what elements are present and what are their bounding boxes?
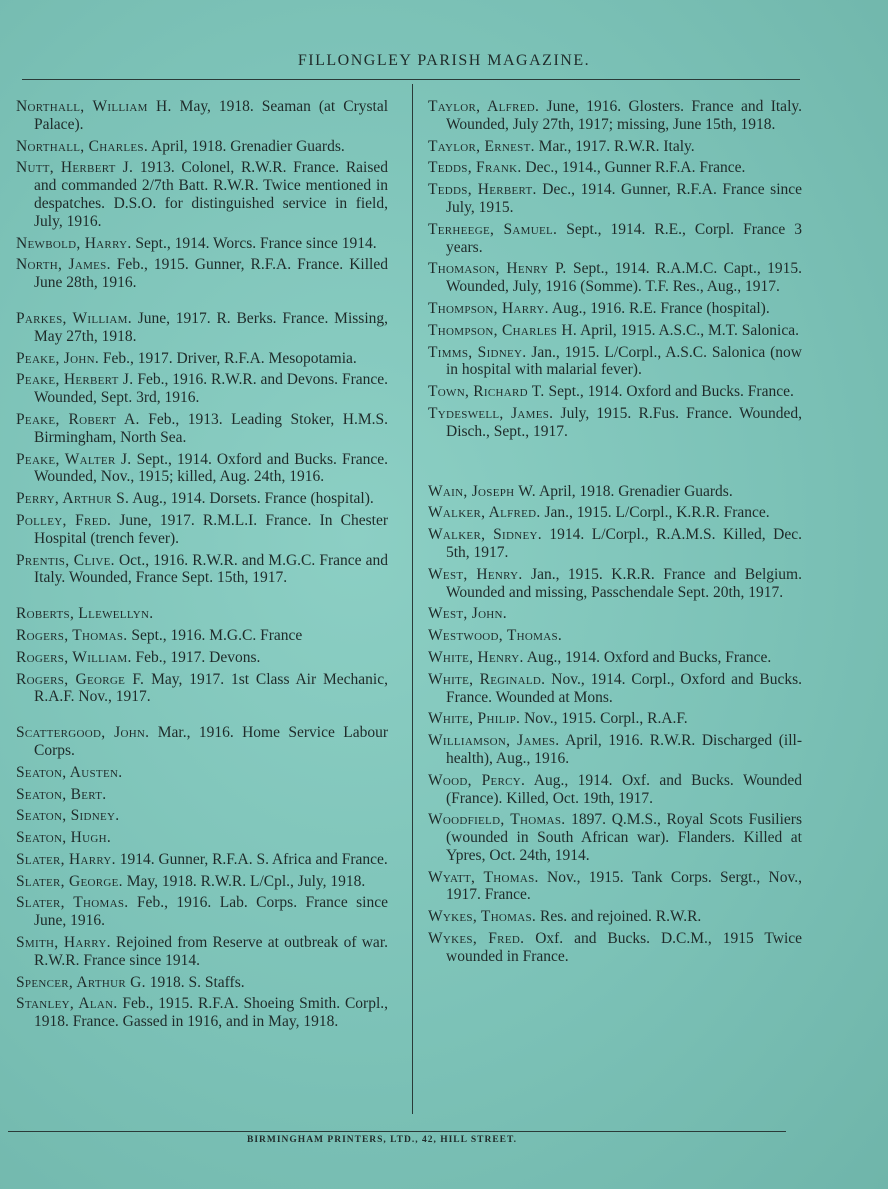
entry-details: Feb., 1915. R.F.A. Shoeing Smith. Corpl., 1918. France. Gassed in 1916, and in May, 1918. <box>34 995 389 1031</box>
entry-details: April, 1918. Grenadier Guards. <box>539 482 733 500</box>
entry-name: Nutt, Herbert J. <box>16 159 134 177</box>
entry-name: Rogers, Thomas. <box>16 626 128 644</box>
entry-details: Sept., 1914. Oxford and Bucks. France. <box>548 383 794 401</box>
roll-entry <box>428 98 802 134</box>
entry-name: Thompson, Harry. <box>428 299 549 317</box>
roll-entry <box>428 221 802 257</box>
entry-name: Timms, Sidney. <box>428 343 527 361</box>
entry-details: Sept., 1914. R.E., Corpl. France 3 years. <box>446 220 803 256</box>
entry-name: Northall, Charles. <box>16 137 149 155</box>
roll-entry <box>16 605 388 623</box>
entry-name: Taylor, Alfred. <box>428 98 540 115</box>
roll-entry <box>428 300 802 318</box>
entry-name: Walker, Sidney. <box>428 526 542 544</box>
section-gap <box>16 296 388 310</box>
entry-name: Tydeswell, James. <box>428 404 554 422</box>
entry-details: Feb., 1917. Devons. <box>135 648 261 666</box>
entry-details: Nov., 1915. Corpl., R.A.F. <box>524 710 688 728</box>
roll-entry <box>16 764 388 782</box>
roll-entry <box>428 732 802 768</box>
roll-entry <box>428 138 802 156</box>
entry-details: Aug., 1916. R.E. France (hospital). <box>551 299 770 317</box>
entry-details: Jan., 1915. L/Corpl., K.R.R. France. <box>544 504 770 522</box>
entry-details: Sept., 1916. M.G.C. France <box>131 626 303 644</box>
entry-name: Terheege, Samuel. <box>428 220 558 238</box>
entry-name: North, James. <box>16 256 111 274</box>
roll-entry <box>16 451 388 487</box>
roll-entry <box>16 411 388 447</box>
roll-entry <box>428 159 802 177</box>
roll-entry <box>16 786 388 804</box>
entry-name: Wain, Joseph W. <box>428 482 536 500</box>
entry-name: Slater, George. <box>16 872 123 890</box>
entry-name: Rogers, George F. <box>16 670 145 688</box>
roll-entry <box>428 504 802 522</box>
entry-details: Dec., 1914., Gunner R.F.A. France. <box>525 159 746 177</box>
entry-name: Spencer, Arthur G. <box>16 973 146 991</box>
entry-name: Walker, Alfred. <box>428 504 541 522</box>
entry-details: Feb., 1915. Gunner, R.F.A. France. Killed June 28th, 1916. <box>34 256 388 292</box>
entry-details: 1918. S. Staffs. <box>149 973 245 991</box>
entry-name: Roberts, Llewellyn. <box>16 605 154 623</box>
entry-details: Sept., 1914. R.A.M.C. Capt., 1915. Wounded, July, 1916 (Somme). T.F. Res., Aug., 1917. <box>446 260 803 296</box>
column-divider <box>412 84 413 1114</box>
entry-name: White, Henry. <box>428 648 524 666</box>
entry-details: Rejoined from Reserve at outbreak of war. R.W.R. France since 1914. <box>34 934 388 969</box>
roll-entry <box>428 869 802 905</box>
entry-name: Perry, Arthur S. <box>16 490 130 508</box>
entry-name: Woodfield, Thomas. <box>428 811 566 829</box>
roll-entry <box>16 98 388 134</box>
roll-entry <box>16 490 388 508</box>
entry-name: White, Reginald. <box>428 670 546 688</box>
entry-name: Peake, Robert A. <box>16 410 140 428</box>
entry-name: Wykes, Fred. <box>428 930 525 948</box>
entry-details: Jan., 1915. K.R.R. France and Belgium. Wounded and missing, Passchendale Sept. 20th, 1917. <box>446 565 802 601</box>
entry-details: Res. and rejoined. R.W.R. <box>539 908 702 926</box>
entry-details: Aug., 1914. Dorsets. France (hospital). <box>132 490 374 508</box>
entry-name: Prentis, Clive. <box>16 551 115 569</box>
entry-details: Mar., 1917. R.W.R. Italy. <box>538 137 695 155</box>
entry-name: West, John. <box>428 605 507 623</box>
entry-name: Tedds, Herbert. <box>428 181 537 199</box>
entry-name: Northall, William H. <box>16 98 172 115</box>
entry-name: Westwood, Thomas. <box>428 627 563 645</box>
roll-entry <box>428 344 802 380</box>
entry-name: Rogers, William. <box>16 648 132 666</box>
roll-entry <box>16 807 388 825</box>
entry-name: Seaton, Bert. <box>16 785 107 803</box>
entry-details: Nov., 1914. Corpl., Oxford and Bucks. France. Wounded at Mons. <box>446 670 802 706</box>
roll-entry <box>16 995 388 1031</box>
entry-name: Taylor, Ernest. <box>428 137 535 155</box>
entry-name: Wyatt, Thomas. <box>428 868 539 886</box>
entry-name: White, Philip. <box>428 710 521 728</box>
roll-entry <box>16 649 388 667</box>
roll-entry <box>16 552 388 588</box>
roll-entry <box>16 671 388 707</box>
entry-details: Aug., 1914. Oxf. and Bucks. Wounded (France). Killed, Oct. 19th, 1917. <box>446 771 802 807</box>
roll-entry <box>428 930 802 966</box>
roll-entry <box>16 310 388 346</box>
entry-details: 1914. Gunner, R.F.A. S. Africa and France. <box>119 850 388 868</box>
roll-entry <box>16 934 388 970</box>
section-gap <box>16 710 388 724</box>
entry-details: 1914. L/Corpl., R.A.M.S. Killed, Dec. 5th, 1917. <box>446 526 803 561</box>
entry-details: Feb., 1916. Lab. Corps. France since June, 1916. <box>34 894 388 930</box>
roll-entry <box>428 605 802 623</box>
entry-details: April, 1918. Grenadier Guards. <box>151 137 345 155</box>
left-column <box>16 98 388 1035</box>
entry-details: Nov., 1915. Tank Corps. Sergt., Nov., 1917. France. <box>446 868 802 904</box>
section-gap <box>16 591 388 605</box>
roll-entry <box>428 811 802 864</box>
entry-details: June, 1916. Glosters. France and Italy. Wounded, July 27th, 1917; missing, June 15th, 1918. <box>446 98 802 133</box>
entry-details: May, 1918. Seaman (at Crystal Palace). <box>34 98 388 133</box>
entry-name: Smith, Harry. <box>16 934 111 952</box>
entry-details: July, 1915. R.Fus. France. Wounded, Disch., Sept., 1917. <box>446 404 802 440</box>
entry-details: Feb., 1913. Leading Stoker, H.M.S. Birmingham, North Sea. <box>34 410 388 446</box>
entry-name: Seaton, Sidney. <box>16 807 120 825</box>
right-column <box>428 98 802 970</box>
entry-details: June, 1917. R.M.L.I. France. In Chester Hospital (trench fever). <box>34 511 389 547</box>
roll-entry <box>428 772 802 808</box>
entry-details: June, 1917. R. Berks. France. Missing, May 27th, 1918. <box>34 309 388 345</box>
roll-entry <box>16 627 388 645</box>
entry-name: Newbold, Harry. <box>16 234 132 252</box>
roll-entry <box>16 159 388 230</box>
entry-name: West, Henry. <box>428 565 523 583</box>
entry-name: Seaton, Austen. <box>16 763 123 781</box>
entry-details: Jan., 1915. L/Corpl., A.S.C. Salonica (now in hospital with malarial fever). <box>446 343 802 379</box>
roll-entry <box>428 627 802 645</box>
entry-name: Thomason, Henry P. <box>428 260 567 278</box>
roll-entry <box>16 974 388 992</box>
entry-name: Tedds, Frank. <box>428 159 522 177</box>
roll-entry <box>16 235 388 253</box>
roll-entry <box>16 894 388 930</box>
entry-name: Williamson, James. <box>428 732 560 750</box>
roll-entry <box>428 566 802 602</box>
section-gap <box>428 445 802 483</box>
entry-name: Scattergood, John. <box>16 724 150 742</box>
entry-details: Mar., 1916. Home Service Labour Corps. <box>34 724 389 759</box>
roll-entry <box>16 829 388 847</box>
roll-entry <box>16 256 388 292</box>
entry-details: Sept., 1914. Worcs. France since 1914. <box>135 234 377 252</box>
entry-name: Wood, Percy. <box>428 771 526 789</box>
roll-entry <box>428 181 802 217</box>
roll-entry <box>428 710 802 728</box>
entry-details: 1913. Colonel, R.W.R. France. Raised and commanded 2/7th Batt. R.W.R. Twice mentioned in despatches. D.S.O. for distinguished service in field, July, 1916. <box>34 159 389 230</box>
entry-details: Oct., 1916. R.W.R. and M.G.C. France and Italy. Wounded, France Sept. 15th, 1917. <box>34 551 388 587</box>
roll-entry <box>16 873 388 891</box>
entry-details: May, 1917. 1st Class Air Mechanic, R.A.F. Nov., 1917. <box>34 670 388 706</box>
entry-details: Sept., 1914. Oxford and Bucks. France. Wounded, Nov., 1915; killed, Aug. 24th, 1916. <box>34 450 389 486</box>
roll-entry <box>16 512 388 548</box>
page-title: FILLONGLEY PARISH MAGAZINE. <box>297 52 591 69</box>
footer-rule <box>8 1131 786 1132</box>
printer-imprint: BIRMINGHAM PRINTERS, LTD., 42, HILL STREET. <box>247 1135 517 1145</box>
entry-details: Dec., 1914. Gunner, R.F.A. France since July, 1915. <box>446 181 803 216</box>
entry-details: Feb., 1917. Driver, R.F.A. Mesopotamia. <box>102 349 357 367</box>
entry-name: Thompson, Charles H. <box>428 321 578 339</box>
entry-name: Parkes, William. <box>16 309 132 327</box>
entry-name: Peake, John. <box>16 349 100 367</box>
entry-details: April, 1916. R.W.R. Discharged (ill-health), Aug., 1916. <box>446 732 802 767</box>
roll-entry <box>428 526 802 562</box>
entry-details: Oxf. and Bucks. D.C.M., 1915 Twice wounded in France. <box>446 930 803 965</box>
roll-entry <box>16 371 388 407</box>
entry-name: Stanley, Alan. <box>16 995 118 1013</box>
entry-details: Aug., 1914. Oxford and Bucks, France. <box>526 648 772 666</box>
entry-details: 1897. Q.M.S., Royal Scots Fusiliers (wounded in South African war). Flanders. Killed at Ypres, Oct. 24th, 1914. <box>446 811 802 864</box>
roll-entry <box>428 322 802 340</box>
entry-details: May, 1918. R.W.R. L/Cpl., July, 1918. <box>126 872 366 890</box>
entry-name: Slater, Harry. <box>16 850 116 868</box>
entry-name: Wykes, Thomas. <box>428 908 537 926</box>
entry-details: Feb., 1916. R.W.R. and Devons. France. Wounded, Sept. 3rd, 1916. <box>34 371 389 407</box>
roll-entry <box>428 260 802 296</box>
roll-entry <box>428 383 802 401</box>
entry-name: Peake, Walter J. <box>16 450 132 468</box>
roll-entry <box>16 138 388 156</box>
roll-entry <box>16 724 388 760</box>
roll-entry <box>428 671 802 707</box>
entry-name: Seaton, Hugh. <box>16 829 112 847</box>
entry-name: Peake, Herbert J. <box>16 371 134 389</box>
roll-entry <box>428 908 802 926</box>
entry-name: Slater, Thomas. <box>16 894 129 912</box>
entry-name: Town, Richard T. <box>428 383 545 401</box>
entry-details: April, 1915. A.S.C., M.T. Salonica. <box>580 321 799 339</box>
roll-entry <box>428 483 802 501</box>
roll-entry <box>428 405 802 441</box>
header-rule <box>22 79 800 80</box>
roll-entry <box>428 649 802 667</box>
roll-entry <box>16 350 388 368</box>
entry-name: Polley, Fred. <box>16 511 112 529</box>
roll-entry <box>16 851 388 869</box>
